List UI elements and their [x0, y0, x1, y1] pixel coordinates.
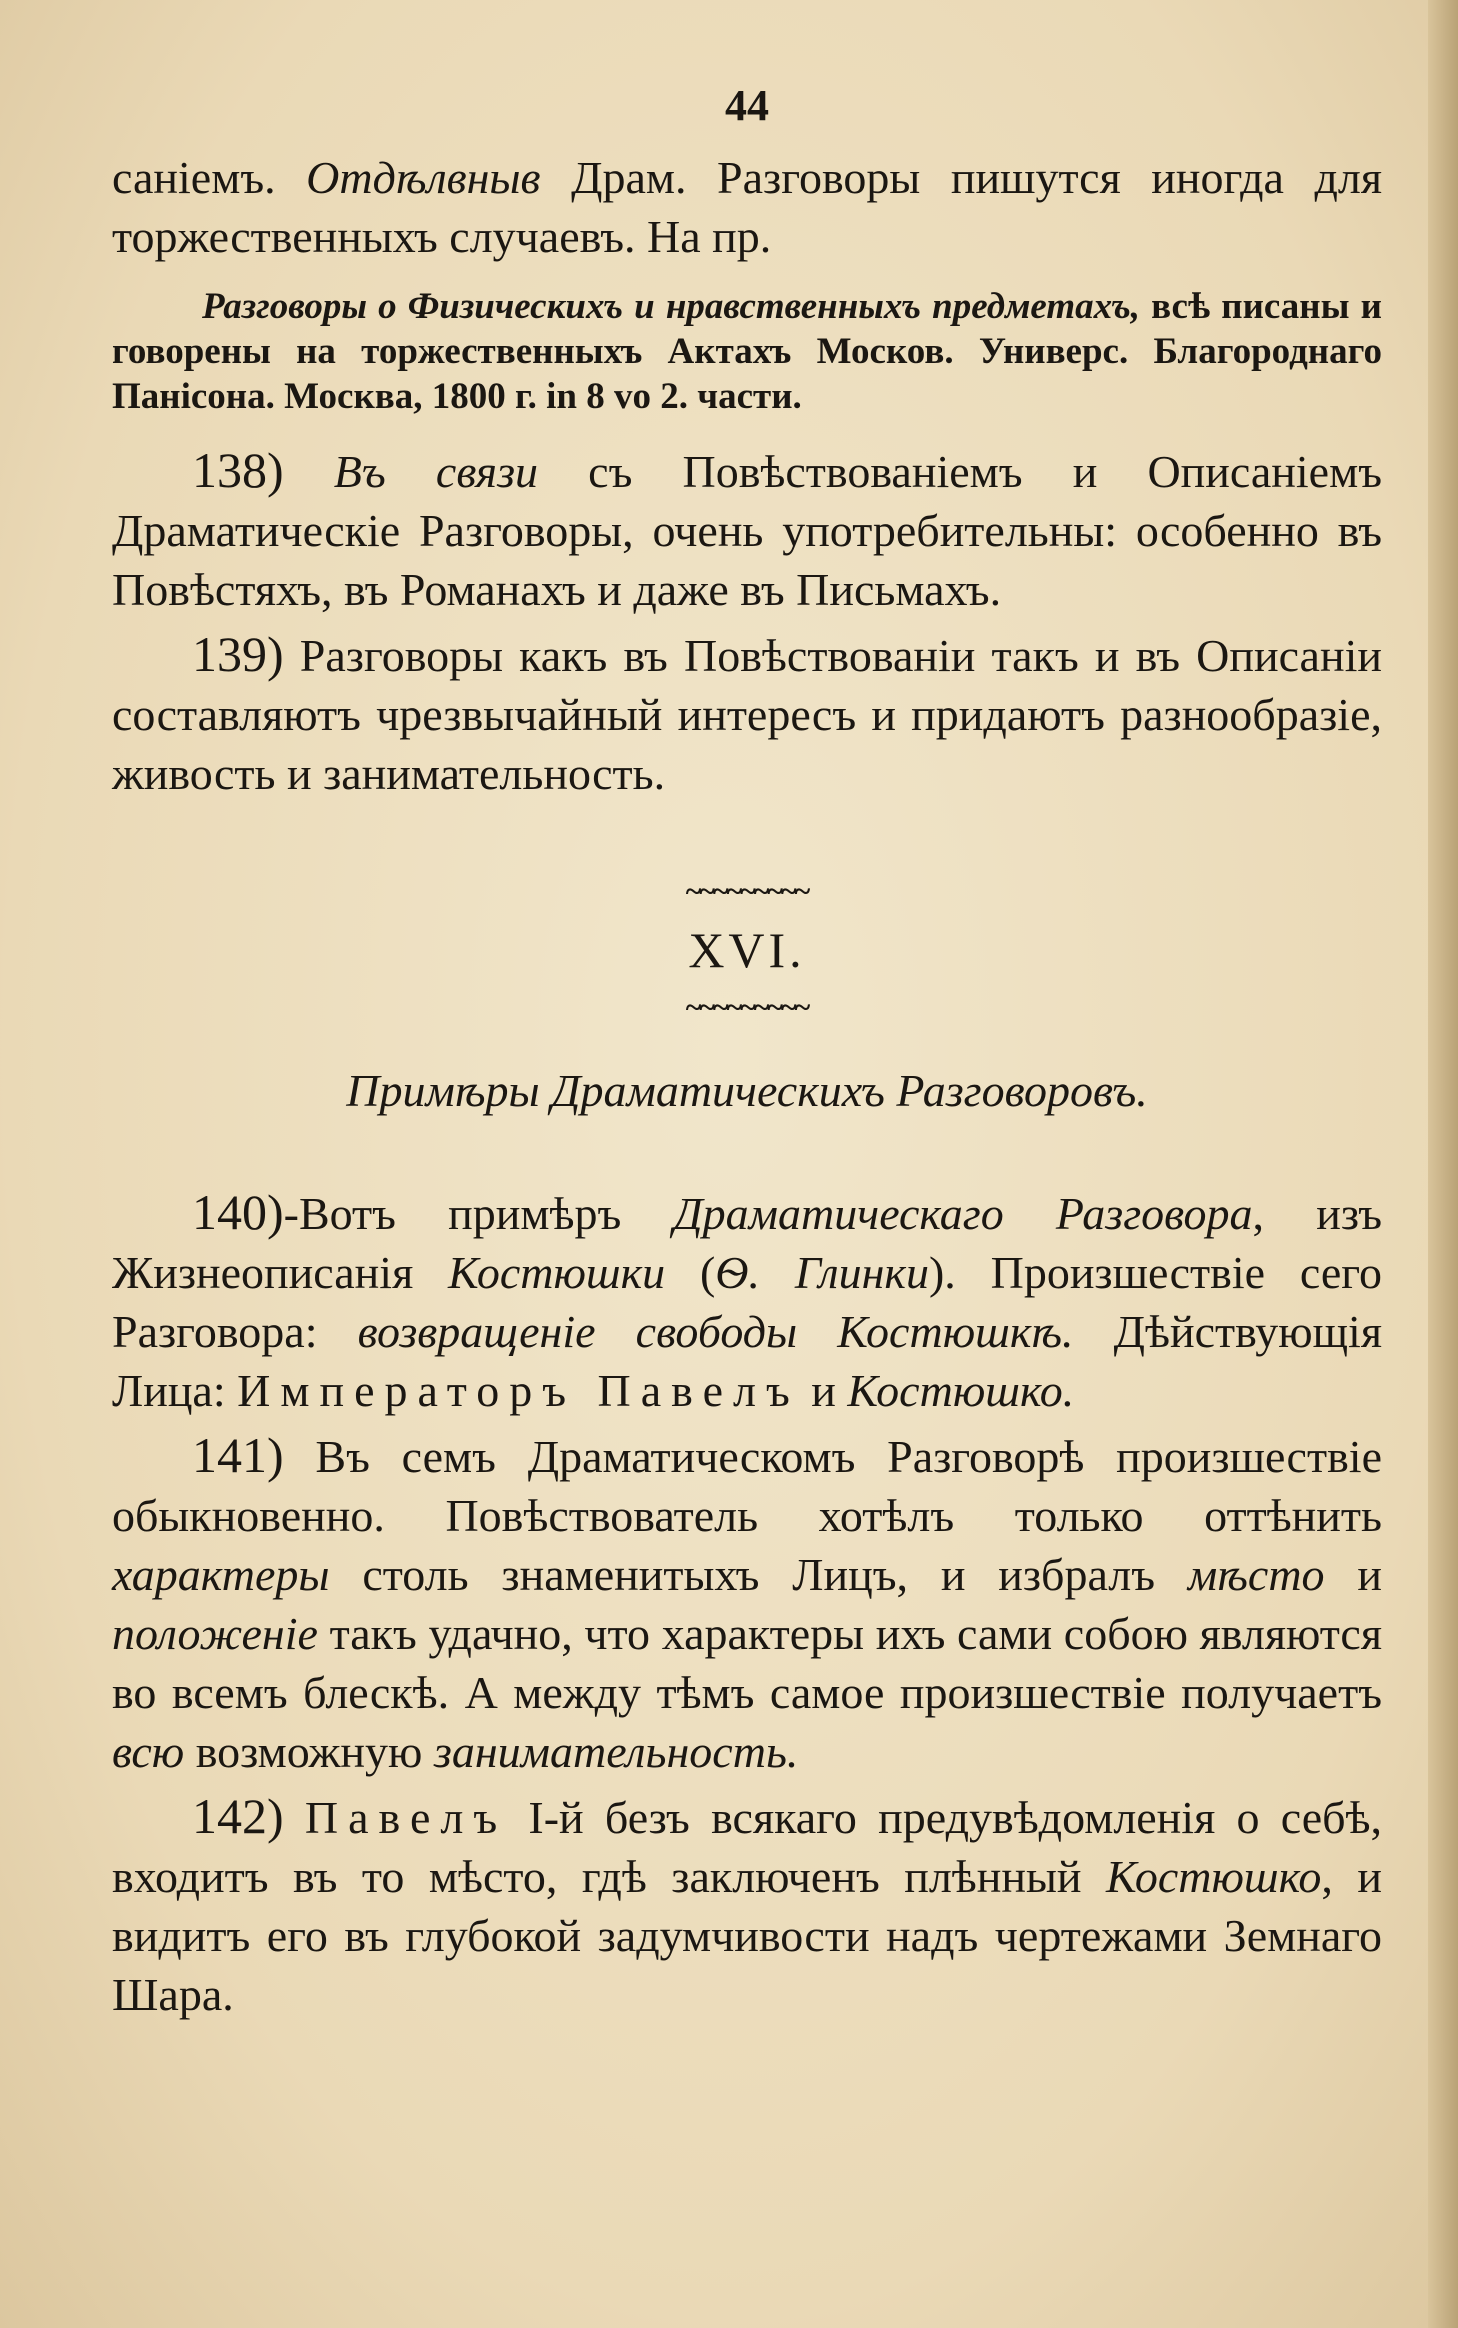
- paragraph-138: [112, 441, 1382, 619]
- section-title: Примѣры Драматическихъ Разговоровъ.: [346, 1065, 1148, 1116]
- text-run: возможную: [184, 1726, 434, 1777]
- paragraph-continuation: [112, 148, 1382, 266]
- italic-run: всю: [112, 1726, 185, 1777]
- footnote-citation: [112, 284, 1382, 419]
- text-run: Дѣйствующія Лица:: [112, 1306, 1382, 1416]
- page-number: 44: [725, 81, 769, 130]
- citation-text: всѣ писаны и говорены на торжественныхъ Актахъ Москов. Универс. Благороднаго Панісона. Москва, 1800 г. in 8 vo 2. части.: [112, 286, 1382, 417]
- paragraph-number: 138): [192, 442, 284, 498]
- paragraph-142: [112, 1787, 1382, 2024]
- text-run: ). Произшествіе сего Разговора:: [112, 1247, 1382, 1357]
- text-run: (: [665, 1247, 716, 1298]
- text-run: , и видитъ его въ глубокой задумчивости надъ чертежами Земнаго Шара.: [112, 1851, 1382, 2020]
- citation-title: Разговоры о Физическихъ и нравственныхъ предметахъ,: [202, 286, 1140, 327]
- text-run: Въ семъ Драматическомъ Разговорѣ произшествіе обыкновенно. Повѣствователь хотѣлъ только оттѣнить: [112, 1431, 1382, 1541]
- text-run: столь знаменитыхъ Лицъ, и избралъ: [329, 1549, 1188, 1600]
- text-run: , изъ Жизнеописанія: [112, 1188, 1382, 1298]
- text-run: такъ удачно, что характеры ихъ сами собою являются во всемъ блескѣ. А между тѣмъ самое произшествіе получаетъ: [112, 1608, 1382, 1718]
- paragraph-number: 140): [192, 1184, 284, 1240]
- section-ornament-top: ~~~~~~~~~: [685, 875, 809, 908]
- paragraph-141: [112, 1426, 1382, 1781]
- italic-run: Отдѣлвныв: [306, 152, 541, 203]
- italic-run: Костюшко: [1106, 1851, 1322, 1902]
- page-content: [112, 80, 1382, 2024]
- section-ornament-bottom: ~~~~~~~~~: [685, 991, 809, 1024]
- paragraph-number: 141): [192, 1427, 284, 1483]
- text-run: и: [799, 1365, 848, 1416]
- paragraph-number: 139): [192, 626, 284, 682]
- text-run: и: [1324, 1549, 1382, 1600]
- text-run: I-й безъ всякаго предувѣдомленія о себѣ, входитъ въ то мѣсто, гдѣ заключенъ плѣнный: [112, 1792, 1383, 1902]
- text-run: Разговоры какъ въ Повѣствованіи такъ и въ Описаніи составляютъ чрезвычайный интересъ и придаютъ разнообразіе, живость и занимательность.: [112, 630, 1382, 799]
- italic-run: Драматическаго Разговора: [673, 1188, 1253, 1239]
- italic-run: Въ связи: [333, 446, 539, 497]
- paragraph-number: 142): [192, 1788, 284, 1844]
- spaced-run: Императоръ Павелъ: [237, 1365, 800, 1416]
- italic-run: характеры: [112, 1549, 330, 1600]
- italic-run: положеніе: [112, 1608, 318, 1659]
- text-run: -Вотъ примѣръ: [283, 1188, 674, 1239]
- paragraph-139: [112, 625, 1382, 803]
- italic-run: занимательность.: [433, 1726, 799, 1777]
- italic-run: мѣсто: [1187, 1549, 1325, 1600]
- italic-run: Ѳ. Глинки: [715, 1247, 929, 1298]
- italic-run: возвращеніе свободы Костюшкѣ.: [357, 1306, 1074, 1357]
- text-run: съ Повѣствованіемъ и Описаніемъ Драматическіе Разговоры, очень употребительны: особенно въ Повѣстяхъ, въ Романахъ и даже въ Письмахъ.: [112, 446, 1382, 615]
- text-run: [284, 1792, 305, 1843]
- section-numeral: XVI.: [688, 922, 806, 978]
- italic-run: Костюшки: [448, 1247, 666, 1298]
- text-run: Драм. Разговоры пишутся иногда для торжественныхъ случаевъ. На пр.: [112, 152, 1382, 262]
- text-run: саніемъ.: [112, 152, 307, 203]
- paragraph-140: [112, 1183, 1382, 1420]
- italic-run: Костюшко.: [847, 1365, 1075, 1416]
- spaced-run: Павелъ: [304, 1792, 508, 1843]
- page-gutter-edge: [1428, 0, 1458, 2328]
